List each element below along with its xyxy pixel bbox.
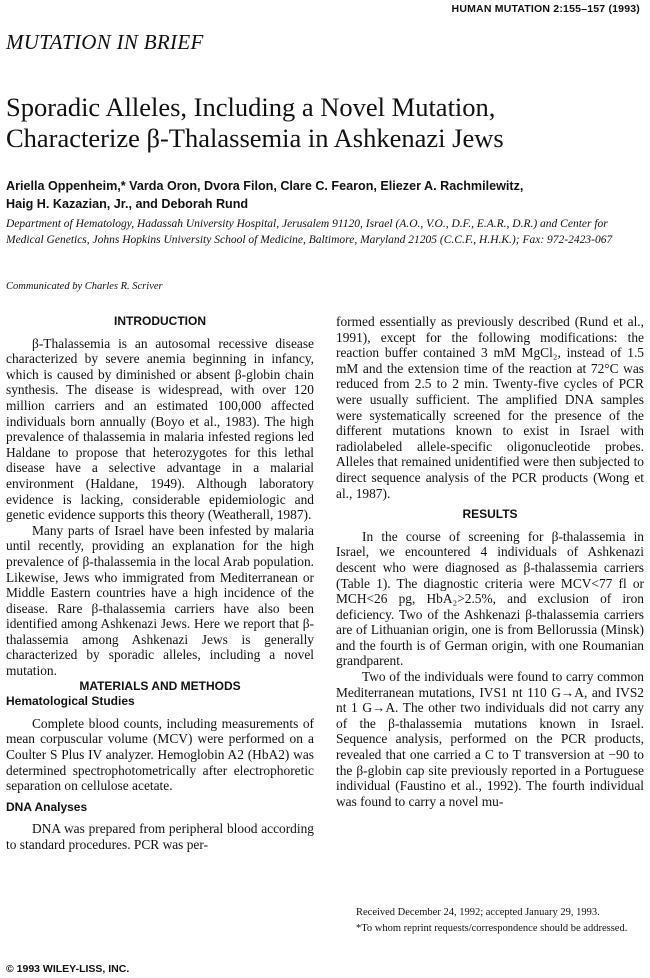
article-title: [6, 92, 636, 154]
intro-paragraph-2: Many parts of Israel have been infested by malaria until recently, providing an explanation for the high prevalence of β-thalassemia in the local Arab population. Likewise, Jews who immigrated from Mediterranean or Middle Eastern countries have a high incidence of the disease. Rare β-thalassemia carriers have also been identified among Ashkenazi Jews. Here we report that β-thalassemia among Ashkenazi Jews is generally characterized by sporadic alleles, including a novel mutation.: [6, 522, 314, 679]
right-column: [336, 314, 644, 809]
authors-line-2: Haig H. Kazazian, Jr., and Deborah Rund: [6, 197, 249, 211]
received-note: Received December 24, 1992; accepted January 29, 1993.: [356, 907, 600, 918]
results-paragraph-1: In the course of screening for β-thalassemia in Israel, we encountered 4 individuals of Ashkenazi descent who were diagnosed as β-thalassemia carriers (Table 1). The diagnostic criteria were MCV<77 fl or MCH<26 pg, HbA₂>2.5%, and exclusion of iron deficiency. Two of the Ashkenazi β-thalassemia carriers are of Lithuanian origin, one is from Bellorussia (Minsk) and the fourth is of German origin, with one Roumanian grandparent.: [336, 528, 644, 669]
title-line-1: Sporadic Alleles, Including a Novel Mutation,: [6, 92, 496, 122]
authors-line-1: Ariella Oppenheim,* Varda Oron, Dvora Filon, Clare C. Fearon, Eliezer A. Rachmilewitz,: [6, 179, 524, 193]
hematological-heading: Hematological Studies: [6, 694, 135, 709]
hematological-paragraph: Complete blood counts, including measurements of mean corpuscular volume (MCV) were performed on a Coulter S Plus IV analyzer. Hemoglobin A2 (HbA2) was determined spectrophotometrically after electrophoretic separation on cellulose acetate.: [6, 715, 314, 794]
materials-heading: MATERIALS AND METHODS: [79, 678, 241, 693]
introduction-heading: INTRODUCTION: [114, 314, 206, 328]
left-column: [6, 314, 314, 853]
title-line-2: Characterize β-Thalassemia in Ashkenazi Jews: [6, 123, 504, 153]
running-head: HUMAN MUTATION 2:155–157 (1993): [451, 3, 640, 15]
results-heading: RESULTS: [462, 507, 518, 522]
dna-heading: DNA Analyses: [6, 799, 88, 814]
communicated-by: Communicated by Charles R. Scriver: [6, 281, 163, 292]
author-list: [6, 177, 642, 213]
copyright-notice: © 1993 WILEY-LISS, INC.: [6, 963, 130, 975]
dna-paragraph-continued: formed essentially as previously described (Rund et al., 1991), except for the following modifications: the reaction buffer contained 3 mM MgCl₂, instead of 1.5 mM and the extension time of the reaction at 72°C was reduced from 2.5 to 2 min. Twenty-five cycles of PCR were usually sufficient. The amplified DNA samples were systematically screened for the presence of the different mutations known to exist in Israel with radiolabeled allele-specific oligonucleotide probes. Alleles that remained unidentified were then subjected to direct sequence analysis of the PCR products (Wong et al., 1987).: [336, 314, 644, 501]
intro-paragraph-1: β-Thalassemia is an autosomal recessive disease characterized by severe anemia beginning in infancy, which is caused by diminished or absent β-globin chain synthesis. The disease is widespread, with over 120 million carriers and an estimated 100,000 affected individuals born annually (Boyo et al., 1983). The high prevalence of thalassemia in malaria infested regions led Haldane to propose that heterozygotes for this lethal disease have a selective advantage in a malarial environment (Haldane, 1949). Although laboratory evidence is lacking, considerable epidemiologic and genetic evidence supports this theory (Weatherall, 1987).: [6, 335, 314, 523]
reprint-note: *To whom reprint requests/correspondence should be addressed.: [356, 923, 628, 934]
section-label: MUTATION IN BRIEF: [6, 30, 204, 54]
dna-paragraph-start: DNA was prepared from peripheral blood according to standard procedures. PCR was per-: [6, 821, 314, 852]
affiliation: Department of Hematology, Hadassah University Hospital, Jerusalem 91120, Israel (A.O., V.O., D.F., E.A.R., D.R.) and Center for Medical Genetics, Johns Hopkins University School of Medicine, Baltimore, Maryland 21205 (C.C.F., H.H.K.); Fax: 972-2423-067: [6, 218, 613, 246]
results-paragraph-2: Two of the individuals were found to carry common Mediterranean mutations, IVS1 nt 110 G→A, and IVS2 nt 1 G→A. The other two individuals did not carry any of the β-thalassemia mutations known in Israel. Sequence analysis, performed on the PCR products, revealed that one carried a C to T transversion at −90 to the β-globin cap site previously reported in a Portuguese individual (Faustino et al., 1992). The fourth individual was found to carry a novel mu-: [336, 669, 644, 809]
footnotes: [336, 906, 644, 938]
